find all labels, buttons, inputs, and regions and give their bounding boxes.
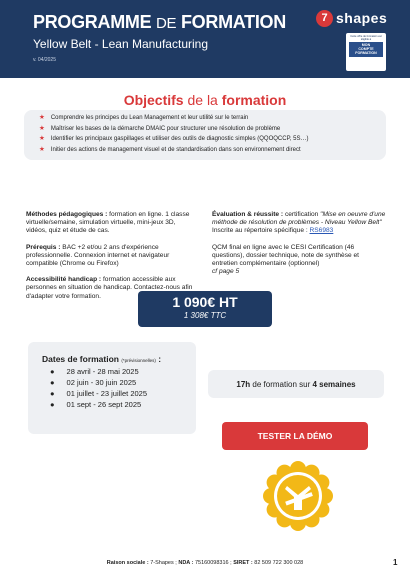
title-programme: PROGRAMME [33,12,152,32]
footer-nda-value: 75160098316 ; [193,560,232,566]
objective-text: Identifier les principaux gaspillages et utiliser des outils de diagnostic simples (QQOQCCP, 5S…) [50,136,309,142]
objectives-heading-1: Objectifs [123,92,184,108]
duration-hours: 17h [236,379,251,389]
objectives-panel [24,110,386,160]
cert-line-2: COMPTE [358,47,374,52]
cert-line-1: MON [361,43,371,47]
footer-nda-label: NDA : [178,560,194,566]
evaluation-paragraph [212,211,386,236]
bullet-icon: ● [50,400,55,409]
price-ht: 1 090€ HT [172,294,238,310]
duration-panel [208,370,384,398]
price-ttc: 1 308€ TTC [183,311,227,320]
objective-item [39,113,309,124]
title-formation: FORMATION [180,12,286,32]
date-item [50,399,147,410]
prereq-label: Prérequis : [26,243,61,251]
date-item [50,377,147,388]
7shapes-logo [316,10,387,26]
duration-text: de formation sur [250,379,313,389]
evaluation-text: certification [284,211,321,218]
objectives-heading [0,92,410,108]
footer-raison-label: Raison sociale : [106,560,149,566]
rs6983-link[interactable]: RS6983 [309,227,334,235]
yellow-belt-badge-icon [260,460,336,532]
qcm-text: QCM final en ligne avec le CESI Certification (46 questions), dossier technique, note de synthèse et entretien complémentaire (optionnel) [212,243,359,268]
date-range: 28 avril - 28 mai 2025 [66,367,139,376]
document-title [33,12,286,33]
certification-name: "Mise en oeuvre d'une méthode de résolution de problèmes - Niveau Yellow Belt" [212,211,386,227]
price-box [138,291,272,327]
dates-colon: : [158,354,162,364]
cert-line-3: FORMATION [355,51,377,56]
star-bullet-icon: ★ [39,145,45,153]
cert-logo [349,42,383,57]
header-banner [0,0,410,78]
prereq-paragraph [26,244,196,269]
logo-text: shapes [336,10,388,26]
footer-siret-value: 82 509 722 300 028 [252,560,304,566]
qcm-page-ref: cf page 5 [212,268,240,276]
accessibility-text: formation accessible aux personnes en situation de handicap. Contactez-nous afin d'adapter votre formation. [26,276,193,300]
star-bullet-icon: ★ [39,135,45,142]
date-item [50,366,147,377]
page-number: 1 [393,558,398,567]
date-range: 02 juin - 30 juin 2025 [66,378,137,387]
objectives-list [39,113,309,155]
qcm-paragraph [212,244,386,277]
objective-text: Initier des actions de management visuel et de standardisation dans son environnement direct [50,146,301,153]
evaluation-label: Évaluation & réussite : [212,211,284,218]
cert-eligibility-text: Cette offre de formation est éligible à [350,35,382,41]
objective-item [39,124,309,135]
star-bullet-icon: ★ [39,124,45,132]
info-right-column [212,211,386,284]
dates-title: Dates de formation [42,354,119,364]
bullet-icon: ● [50,378,55,387]
objectives-heading-de: de la [187,92,218,108]
objective-item [39,145,309,156]
objective-item [39,134,309,145]
star-bullet-icon: ★ [39,114,45,121]
dates-heading [42,354,161,364]
objective-text: Comprendre les principes du Lean Management et leur utilité sur le terrain [50,115,249,121]
footer [0,560,410,566]
title-de: DE [156,15,177,32]
duration-weeks: 4 semaines [312,379,356,389]
test-demo-button[interactable]: TESTER LA DÉMO [222,422,368,450]
accessibility-label: Accessibilité handicap : [26,276,102,284]
methods-text: formation en ligne. 1 classe virtuelle/semaine, simulation virtuelle, mini-jeux 3D, vidéos, quiz et étude de cas. [26,211,190,235]
methods-paragraph [26,211,196,236]
footer-siret-label: SIRET : [233,560,253,566]
document-subtitle: Yellow Belt - Lean Manufacturing [33,37,208,51]
dates-list [50,366,147,410]
dates-panel [28,342,196,434]
methods-label: Méthodes pédagogiques : [26,211,108,218]
prereq-text: BAC +2 et/ou 2 ans d'expérience professionnelle. Connexion internet et navigateur compatible (Chrome ou Firefox) [26,243,170,268]
objectives-heading-2: formation [221,92,287,108]
date-range: 01 juillet - 23 juillet 2025 [66,389,147,398]
logo-number-badge: 7 [316,10,333,27]
date-range: 01 sept - 26 sept 2025 [66,400,142,409]
dates-note: (*prévisionnelles) [121,358,156,363]
mon-compte-formation-badge [346,33,386,71]
bullet-icon: ● [50,389,55,398]
evaluation-text-2: Inscrite au répertoire spécifique : [212,227,310,235]
objective-text: Maîtriser les bases de la démarche DMAIC pour structurer une résolution de problème [50,125,281,132]
date-item [50,388,147,399]
bullet-icon: ● [50,367,55,376]
footer-raison-value: 7-Shapes ; [148,560,177,566]
version-label: v. 04/2025 [33,57,56,63]
